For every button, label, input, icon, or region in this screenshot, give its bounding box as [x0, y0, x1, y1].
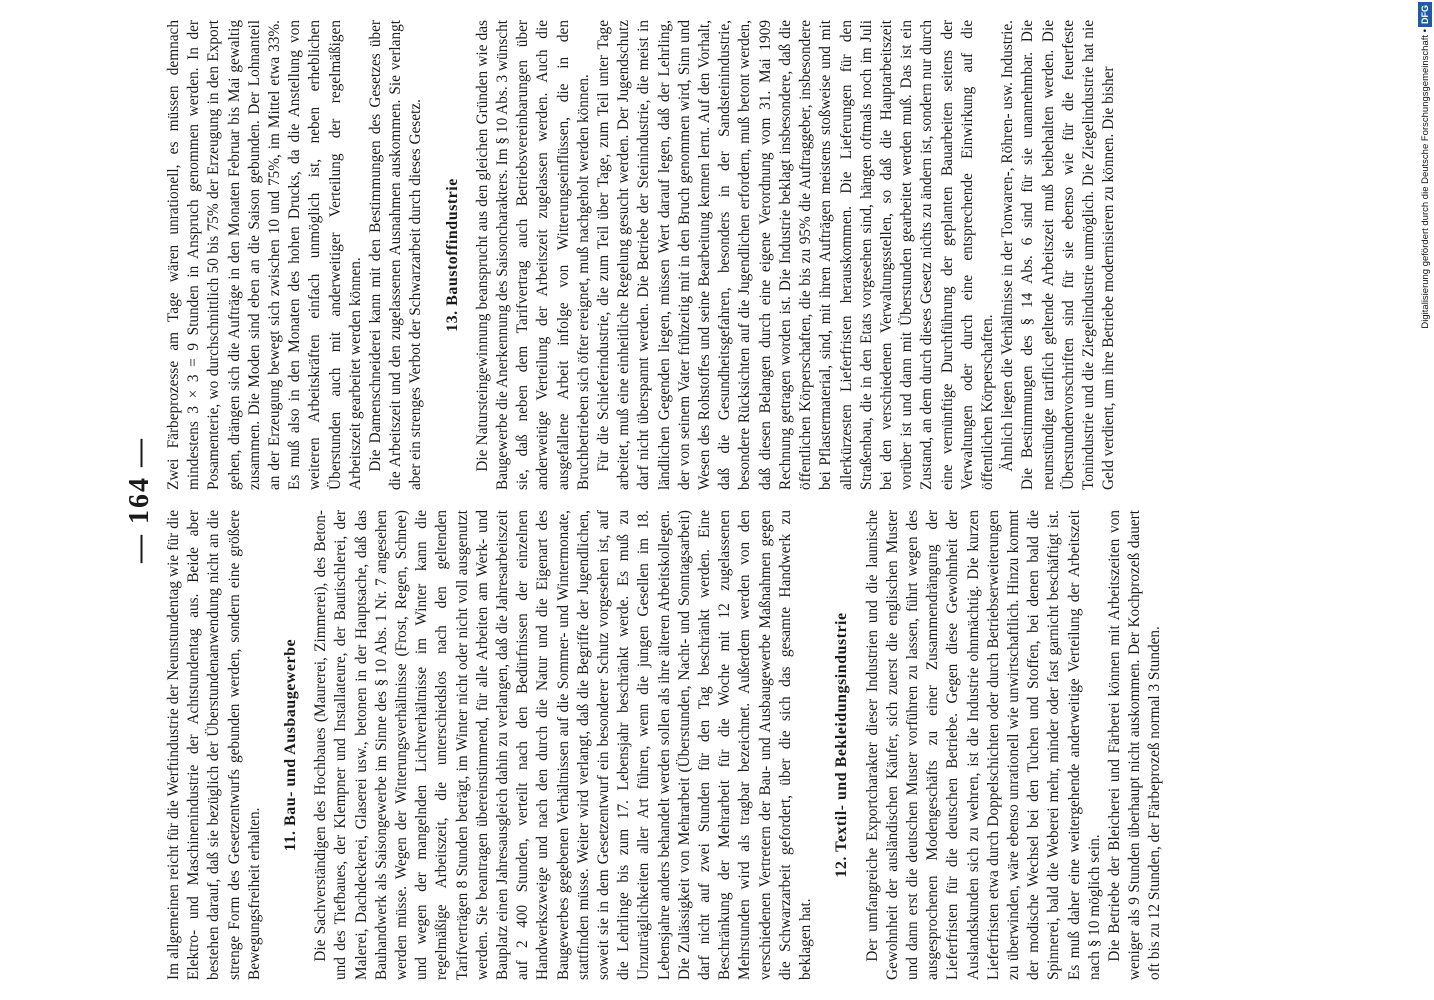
paragraph-faerbeprozesse: Zwei Färbeprozesse am Tage wären unrationell, es müssen demnach mindestens 3 × 3 = 9 Stunden in Anspruch genommen werden. In der Posamenterie, wo durchschnittlich 50 bis 75% der Erzeugung in den Export gehen, drängen sich die Aufträge in den Monaten Februar bis Mai gewaltig zusammen. Die Moden sind eben an die Saison gebunden. Der Lohnanteil an der Erzeugung bewegt sich zwischen 10 und 75%, im Mittel etwa 33%. Es muß also in den Monaten des hohen Drucks, da die Anstellung von weiteren Arbeitskräften einfach unmöglich ist, neben erheblichen Überstunden auch mit anderweitiger Verteilung der regelmäßigen Arbeitszeit gearbeitet werden können. — [165, 20, 364, 490]
page-number: — 164 — — [124, 437, 155, 563]
paragraph-tonwaren: Ähnlich liegen die Verhältnisse in der Tonwaren-, Röhren- usw. Industrie. Die Bestimmungen des § 14 Abs. 6 sind für sie unannehmbar. Die neunstündige tariflich geltende Arbeitszeit muß beibehalten werden. Die Überstundenvorschriften sind für sie ebenso wie für die feuerfeste Tonindustrie und die Ziegelindustrie unmöglich. Die Ziegelindustrie hat nie Geld verdient, um ihre Betriebe modernisieren zu können. Die bisher — [999, 20, 1118, 490]
rotated-book-page — [120, 0, 1320, 1000]
paragraph-naturstein: Die Natursteingewinnung beansprucht aus den gleichen Gründen wie das Baugewerbe die Anerkennung des Saisoncharakters. Im § 10 Abs. 3 wünscht sie, daß neben dem Tarifvertrag auch Betriebsvereinbarungen über anderweitige Verteilung der Arbeitszeit zugelassen werden. Auch die ausgefallene Arbeit infolge von Witterungseinflüssen, die in den Bruchbetrieben sich öfter ereignet, muß nachgeholt werden können. — [473, 20, 592, 490]
section-heading-baustoff: 13. Baustoffindustrie — [443, 178, 461, 332]
right-column — [164, 20, 1314, 490]
dfg-logo: DFG — [1418, 2, 1432, 27]
paragraph-werftindustrie: Im allgemeinen reicht für die Werftindustrie der Neunstundentag wie für die Elektro- und Maschinenindustrie der Achtstundentag aus. Beide aber bestehen darauf, daß sie bezüglich der Überstundenanwendung nicht an die strenge Form des Gesetzentwurfs gebunden werden, sondern eine größere Bewegungsfreiheit erhalten. — [165, 510, 263, 980]
paragraph-damenschneiderei: Die Damenschneiderei kann mit den Bestimmungen des Gesetzes über die Arbeitszeit und den zugelassenen Ausnahmen auskommen. Sie verlangt aber ein strenges Verbot der Schwarzarbeit durch dieses Gesetz. — [367, 20, 425, 490]
credit-text: Digitalisierung gefördert durch die Deutsche Forschungsgemeinschaft • — [1420, 29, 1431, 329]
paragraph-baugewerbe: Die Sachverständigen des Hochbaues (Maurerei, Zimmerei), des Beton- und des Tiefbaues, der Klempner und Installateure, der Bautischlerei, der Malerei, Dachdeckerei, Glaserei usw., betonen in der Hauptsache, daß das Bauhandwerk als Saisongewerbe im Sinne des § 10 Abs. 1 Nr. 7 angesehen werden müsse. Wegen der Witterungsverhältnisse (Frost, Regen, Schnee) und wegen der mangelnden Lichtverhältnisse im Winter kann die regelmäßige Arbeitszeit, die unterschiedslos nach den geltenden Tarifverträgen 8 Stunden beträgt, im Winter nicht oder nicht voll ausgenutzt werden. Sie beantragen übereinstimmend, für alle Arbeiten am Werk- und Bauplatz einen Jahresausgleich dahin zu verlangen, daß die Jahresarbeitszeit auf 2 400 Stunden, verteilt nach den Bedürfnissen der einzelnen Handwerkszweige und nach den durch die Natur und die Eigenart des Baugewerbes gegebenen Verhältnissen auf die Sommer- und Wintermonate, stattfinden müsse. Weiter wird verlangt, daß die Begriffe der Jugendlichen, soweit sie in dem Gesetzentwurf ein besonderer Schutz vorgesehen ist, auf die Lehrlinge bis zum 17. Lebensjahr beschränkt werde. Es muß zu Unzuträglichkeiten aller Art führen, wenn die jungen Gesellen im 18. Lebensjahre anders behandelt werden sollen als ihre älteren Arbeitskollegen. Die Zulässigkeit von Mehrarbeit (Überstunden, Nacht- und Sonntagsarbeit) darf nicht auf zwei Stunden für den Tag beschränkt werden. Eine Beschränkung der Mehrarbeit für die Woche mit 12 zugelassenen Mehrstunden wird als tragbar bezeichnet. Außerdem werden von den verschiedenen Vertretern der Bau- und Ausbaugewerbe Maßnahmen gegen die Schwarzarbeit gefordert, über die sich das gesamte Handwerk zu beklagen hat. — [312, 510, 815, 980]
paragraph-textil: Der umfangreiche Exportcharakter dieser Industrien und die launische Gewohnheit der ausländischen Käufer, sich zuerst die englischen Muster und dann erst die deutschen Muster vorführen zu lassen, führt wegen des ausgesprochenen Modengeschäfts zu einer Zusammendrängung der Lieferfristen für die deutschen Betriebe. Gegen diese Gewohnheit der Auslandskunden sich zu wehren, ist die Industrie ohnmächtig. Die kurzen Lieferfristen etwa durch Doppelschichten oder durch Betriebserweiterungen zu überwinden, wäre ebenso unrationell wie unwirtschaftlich. Hinzu kommt der modische Wechsel bei den Tuchen und Stoffen, bei denen bald die Spinnerei, bald die Weberei mehr, minder oder fast garnicht beschäftigt ist. Es muß daher eine weitergehende anderweitige Verteilung der Arbeitszeit nach § 10 möglich sein. — [863, 510, 1103, 980]
paragraph-bleicherei: Die Betriebe der Bleicherei und Färberei können mit Arbeitszeiten von weniger als 9 Stunden überhaupt nicht auskommen. Der Kochprozeß dauert oft bis zu 12 Stunden, der Färbeprozeß normal 3 Stunden. — [1105, 510, 1164, 980]
left-column — [164, 510, 1314, 980]
section-heading-bau: 11. Bau- und Ausbaugewerbe — [282, 638, 300, 852]
section-heading-textil: 12. Textil- und Bekleidungsindustrie — [833, 612, 851, 878]
digitization-credit — [1414, 0, 1434, 1000]
paragraph-schiefer: Für die Schieferindustrie, die zum Teil über Tage, zum Teil unter Tage arbeitet, muß eine einheitliche Regelung gesucht werden. Der Jugendschutz darf nicht überspannt werden. Die Betriebe der Steinindustrie, die meist in ländlichen Gegenden liegen, müssen Wert darauf legen, daß der Lehrling, der von seinem Vater frühzeitig mit in den Bruch genommen wird, Sinn und Wesen des Rohstoffes und seine Bearbeitung kennen lernt. Auf den Vorhalt, daß die Gesundheitsgefahren, besonders in der Sandsteinindustrie, besondere Rücksichten auf die Jugendlichen erfordern, muß betont werden, daß diesen Belangen durch eine eigene Verordnung vom 31. Mai 1909 Rechnung getragen worden ist. Die Industrie beklagt insbesondere, daß die öffentlichen Körperschaften, die bis zu 95% die Auftraggeber, insbesondere bei Pflastermaterial, sind, mit ihren Aufträgen meistens stoßweise und mit allerkürzesten Lieferfristen herauskommen. Die Lieferungen für den Straßenbau, die in den Etats vorgesehen sind, hängen oftmals noch im Juli bei den verschiedenen Verwaltungsstellen, so daß die Hauptarbeitszeit vorüber ist und dann mit Überstunden gearbeitet werden muß. Das ist ein Zustand, an dem durch dieses Gesetz nichts zu ändern ist, sondern nur durch eine vernünftige Durchführung der geplanten Bauarbeiten seitens der Verwaltungen oder durch eine entsprechende Einwirkung auf die öffentlichen Körperschaften. — [595, 20, 996, 490]
